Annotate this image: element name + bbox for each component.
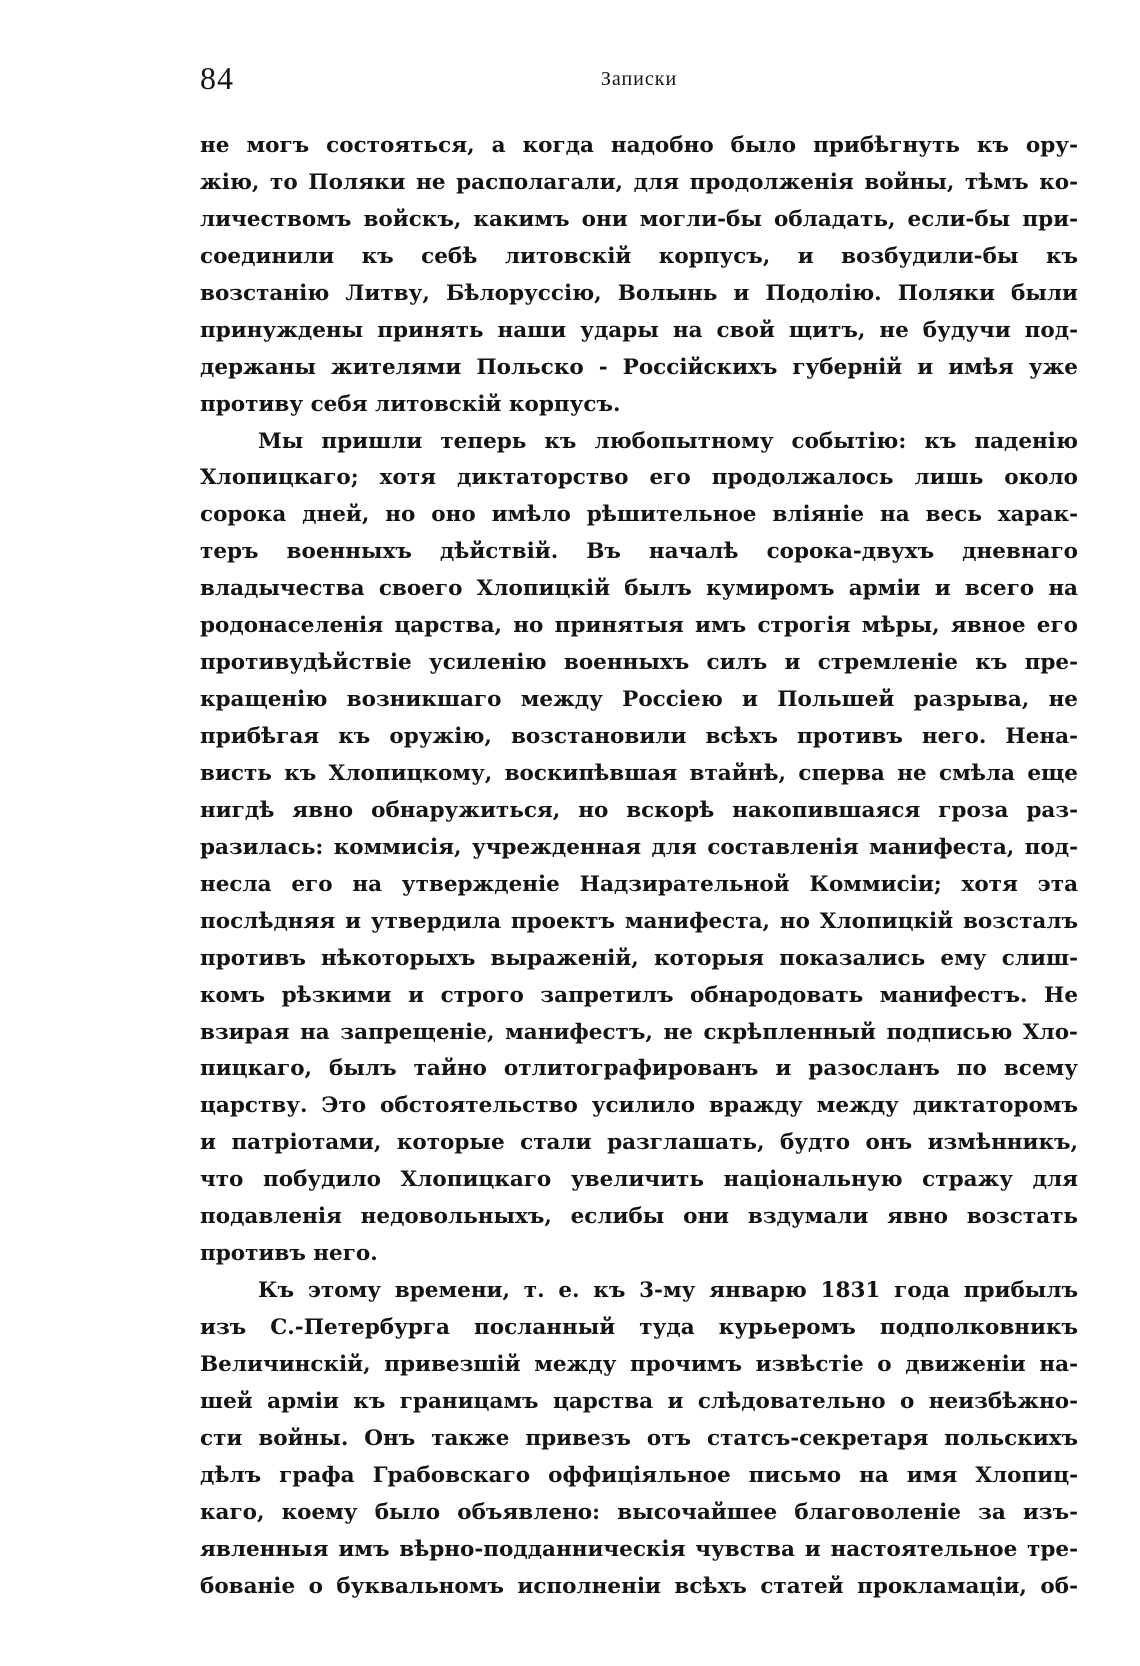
running-title: Записки [600,68,678,90]
text-line: не могъ состояться, а когда надобно было прибѣгнуть къ ору- [200,133,1078,158]
text-line: Хлопицкаго; хотя диктаторство его продолжалось лишь около [200,465,1078,491]
text-line: родонаселенія царства, но принятыя имъ строгія мѣры, явное его [200,613,1078,639]
text-line: жію, то Поляки не располагали, для продолженія войны, тѣмъ ко- [200,169,1078,195]
text-line: шей арміи къ границамъ царства и слѣдовательно о неизбѣжно- [200,1388,1078,1414]
text-line: теръ военныхъ дѣйствій. Въ началѣ сорока-двухъ дневнаго [200,539,1078,565]
text-line: Величинскій, привезшій между прочимъ извѣстіе о движеніи на- [200,1351,1078,1377]
text-line: пицкаго, былъ тайно отлитографированъ и разосланъ по всему [200,1056,1078,1082]
text-line: комъ рѣзкими и строго запретилъ обнародовать манифестъ. Не [200,982,1078,1008]
page-header [200,60,1078,100]
text-line: бованіе о буквальномъ исполненіи всѣхъ статей прокламаціи, об- [200,1573,1078,1599]
text-line: противудѣйствіе усиленію военныхъ силъ и стремленіе къ пре- [200,650,1078,676]
text-line: взирая на запрещеніе, манифестъ, не скрѣпленный подписью Хло- [200,1019,1078,1045]
text-line: принуждены принять наши удары на свой щитъ, не будучи под- [200,317,1078,343]
text-line: что побудило Хлопицкаго увеличить національную стражу для [200,1167,1078,1193]
text-line: явленныя имъ вѣрно-подданническія чувства и настоятельное тре- [200,1536,1078,1562]
paragraph-end-line: противъ него. [200,1241,378,1267]
text-line: висть къ Хлопицкому, воскипѣвшая втайнѣ, сперва не смѣла еще [200,760,1078,786]
paragraph-end-line: противу себя литовскій корпусъ. [200,391,621,417]
text-line: дѣлъ графа Грабовскаго оффиціяльное письмо на имя Хлопиц- [200,1462,1078,1488]
paragraph-start-line: Къ этому времени, т. е. къ 3-му январю 1831 года прибылъ [258,1278,1078,1304]
page-number: 84 [200,60,234,96]
text-line: разилась: коммисія, учрежденная для составленія манифеста, под- [200,834,1078,860]
text-line: несла его на утвержденіе Надзирательной Коммисіи; хотя эта [200,871,1078,897]
text-line: личествомъ войскъ, какимъ они могли-бы обладать, если-бы при- [200,206,1078,232]
text-line: сорока дней, но оно имѣло рѣшительное вліяніе на весь харак- [200,502,1078,528]
text-line: владычества своего Хлопицкій былъ кумиромъ арміи и всего на [200,576,1078,602]
text-line: нигдѣ явно обнаружиться, но вскорѣ накопившаяся гроза раз- [200,797,1078,823]
body-text [200,128,1078,1606]
text-line: каго, коему было объявлено: высочайшее благоволеніе за изъ- [200,1499,1078,1525]
text-line: соединили къ себѣ литовскій корпусъ, и возбудили-бы къ [200,243,1078,269]
text-line: и патріотами, которые стали разглашать, будто онъ измѣнникъ, [200,1130,1078,1156]
paragraph-start-line: Мы пришли теперь къ любопытному событію: къ паденію [258,428,1078,454]
text-line: сти войны. Онъ также привезъ отъ статсъ-секретаря польскихъ [200,1425,1078,1451]
text-line: кращенію возникшаго между Россіею и Польшей разрыва, не [200,687,1078,713]
text-line: прибѣгая къ оружію, возстановили всѣхъ противъ него. Нена- [200,724,1078,749]
text-line: царству. Это обстоятельство усилило вражду между диктаторомъ [200,1093,1078,1119]
text-line: послѣдняя и утвердила проектъ манифеста, но Хлопицкій возсталъ [200,908,1078,934]
text-line: возстанію Литву, Бѣлоруссію, Волынь и Подолію. Поляки были [200,280,1078,306]
text-line: изъ С.-Петербурга посланный туда курьеромъ подполковникъ [200,1315,1078,1340]
text-line: держаны жителями Польско - Россійскихъ губерній и имѣя уже [200,354,1078,380]
text-line: противъ нѣкоторыхъ выраженій, которыя показались ему слиш- [200,945,1078,971]
text-line: подавленія недовольныхъ, еслибы они вздумали явно возстать [200,1204,1078,1230]
